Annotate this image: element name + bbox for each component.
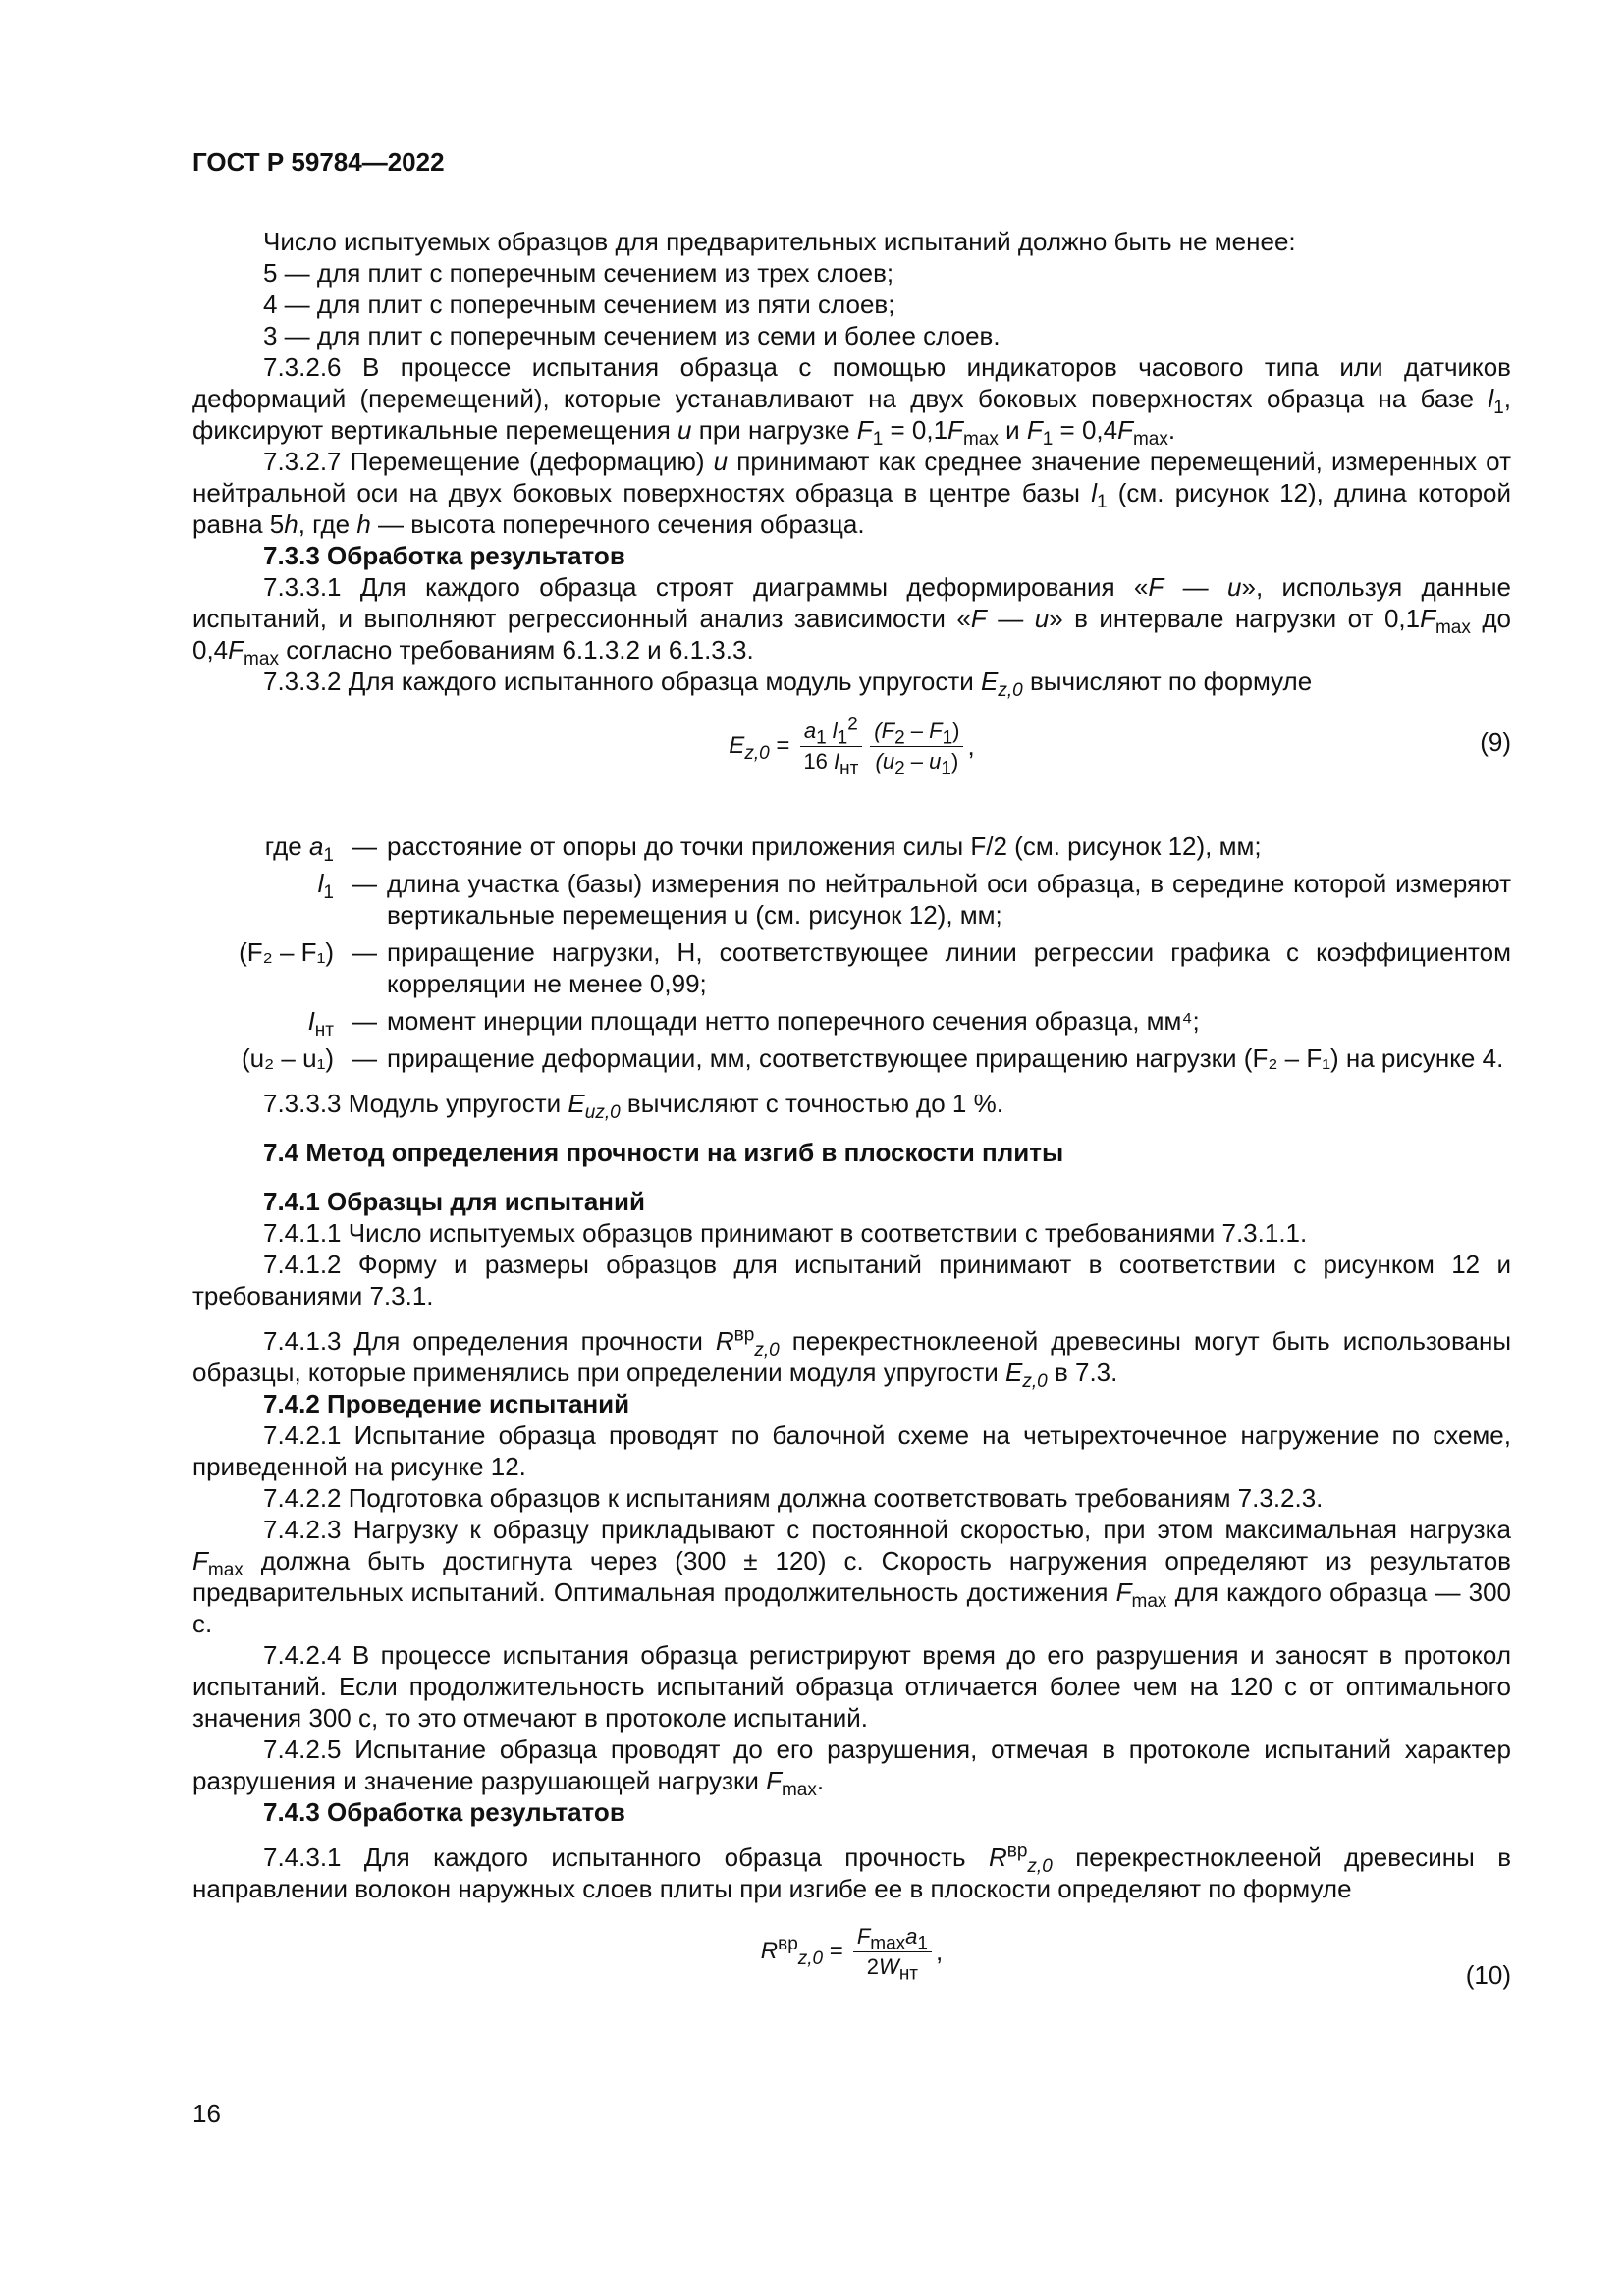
paragraph-7-4-1-1: 7.4.1.1 Число испытуемых образцов принимают в соответствии с требованиями 7.3.1.1. [263, 1218, 1308, 1248]
paragraph-intro: Число испытуемых образцов для предварительных испытаний должно быть не менее: [263, 227, 1296, 256]
paragraph-7-4-2-2: 7.4.2.2 Подготовка образцов к испытаниям должна соответствовать требованиям 7.3.2.3. [263, 1483, 1324, 1513]
formula-10: $R^{вр}_{z,0}$ = $\frac{F_{max}a_1}{2W_{нт}}$ , (10) [760, 1923, 1511, 1990]
document-body [192, 226, 1511, 1999]
heading-7-4: 7.4 Метод определения прочности на изгиб в плоскости плиты [263, 1138, 1064, 1167]
heading-7-4-3: 7.4.3 Обработка результатов [263, 1797, 625, 1827]
paragraph-7-3-3-1: 7.3.3.1 Для каждого образца строят диаграммы деформирования «F — u», используя данные испытаний, и выполняют регрессионный анализ зависимости «F — u» в интервале нагрузки от $0,1F_{max}$ до $0,4F_{max}$ согласно требованиям 6.1.3.2 и 6.1.3.3. [192, 572, 1512, 670]
paragraph-7-4-2-4: 7.4.2.4 В процессе испытания образца регистрируют время до его разрушения и заносят в протокол испытаний. Если продолжительность испытаний образца отличается более чем на 120 с от оптимального значения 300 с, то это отмечают в протоколе испытаний. [192, 1640, 1511, 1733]
heading-7-4-2: 7.4.2 Проведение испытаний [263, 1389, 630, 1418]
paragraph-7-4-2-1: 7.4.2.1 Испытание образца проводят по балочной схеме на четырехточечное нагружение по схеме, приведенной на рисунке 12. [192, 1420, 1511, 1481]
fraction: $\frac{F_{max}a_1}{2W_{нт}}$ [853, 1924, 932, 1980]
formula-number: (9) [1480, 727, 1511, 757]
fraction-left: $\frac{a_1 l_1^2}{16 I_{нт}}$ [799, 719, 862, 774]
where-row: $l_1$ — длина участка (базы) измерения по нейтральной оси образца, в середине которой измеряют вертикальные перемещения u (см. рисунок 12), мм; [317, 869, 1511, 930]
list-item: 5 — для плит с поперечным сечением из трех слоев; [263, 258, 894, 288]
paragraph-7-3-3-2: 7.3.3.2 Для каждого испытанного образца модуль упругости $E_{z,0}$ вычисляют по формуле [263, 667, 1313, 702]
heading-7-3-3: 7.3.3 Обработка результатов [263, 541, 625, 570]
paragraph-7-3-2-7: 7.3.2.7 Перемещение (деформацию) u принимают как среднее значение перемещений, измеренных от нейтральной оси на двух боковых поверхностях образца в центре базы $l_1$ (см. рисунок 12), длина которой равна 5h, где h — высота поперечного сечения образца. [192, 447, 1512, 539]
fraction-right: $\frac{(F_2 - F_1)}{(u_2 - u_1)}$ [870, 719, 963, 774]
paragraph-7-4-3-1: 7.4.3.1 Для каждого испытанного образца прочность $R^{вр}_{z,0}$ перекрестноклееной древесины в направлении волокон наружных слоев плиты при изгибе ее в плоскости определяют по формуле [192, 1841, 1512, 1903]
list-item: 3 — для плит с поперечным сечением из семи и более слоев. [263, 321, 1001, 350]
paragraph-7-4-1-2: 7.4.1.2 Форму и размеры образцов для испытаний принимают в соответствии с рисунком 12 и требованиями 7.3.1. [192, 1250, 1511, 1310]
paragraph-7-4-1-3: 7.4.1.3 Для определения прочности $R^{вр}_{z,0}$ перекрестноклееной древесины могут быть использованы образцы, которые применялись при определении модуля упругости $E_{z,0}$ в 7.3. [192, 1324, 1512, 1393]
formula-number: (10) [1465, 1960, 1511, 1990]
formula-9: $E_{z,0}$ = $\frac{a_1 l_1^2}{16 I_{нт}}$ $\frac{(F_2 - F_1)}{(u_2 - u_1)}$ , (9) [729, 714, 1511, 778]
where-list [192, 830, 1511, 1074]
page-number: 16 [192, 2099, 221, 2128]
where-row: (F₂ – F₁) — приращение нагрузки, Н, соответствующее линии регрессии графика с коэффициентом корреляции не менее 0,99; [239, 937, 1511, 998]
paragraph-7-4-2-3: 7.4.2.3 Нагрузку к образцу прикладывают с постоянной скоростью, при этом максимальная нагрузка $F_{max}$ должна быть достигнута через (300 ± 120) с. Скорость нагружения определяют из результатов предварительных испытаний. Оптимальная продолжительность достижения $F_{max}$ для каждого образца — 300 с. [192, 1515, 1511, 1638]
document-header: ГОСТ Р 59784—2022 [192, 147, 445, 177]
paragraph-7-3-2-6: 7.3.2.6 В процессе испытания образца с помощью индикаторов часового типа или датчиков деформаций (перемещений), которые устанавливают на двух боковых поверхностях образца на базе $l_1$, фиксируют вертикальные перемещения u при нагрузке $F_1 = 0,1F_{max}$ и $F_1 = 0,4F_{max}$. [192, 352, 1511, 451]
where-row: $I_{нт}$ — момент инерции площади нетто поперечного сечения образца, мм⁴; [307, 1006, 1200, 1041]
paragraph-7-4-2-5: 7.4.2.5 Испытание образца проводят до его разрушения, отмечая в протоколе испытаний характер разрушения и значение разрушающей нагрузки $F_{max}$. [192, 1735, 1511, 1801]
where-row: (u₂ – u₁) — приращение деформации, мм, соответствующее приращению нагрузки (F₂ – F₁) на рисунке 4. [241, 1043, 1504, 1073]
heading-7-4-1: 7.4.1 Образцы для испытаний [263, 1187, 645, 1216]
paragraph-7-3-3-3: 7.3.3.3 Модуль упругости $E_{uz,0}$ вычисляют с точностью до 1 %. [263, 1089, 1003, 1124]
list-item: 4 — для плит с поперечным сечением из пяти слоев; [263, 290, 895, 319]
where-row: где $a_1$ — расстояние от опоры до точки приложения силы F/2 (см. рисунок 12), мм; [264, 831, 1262, 867]
